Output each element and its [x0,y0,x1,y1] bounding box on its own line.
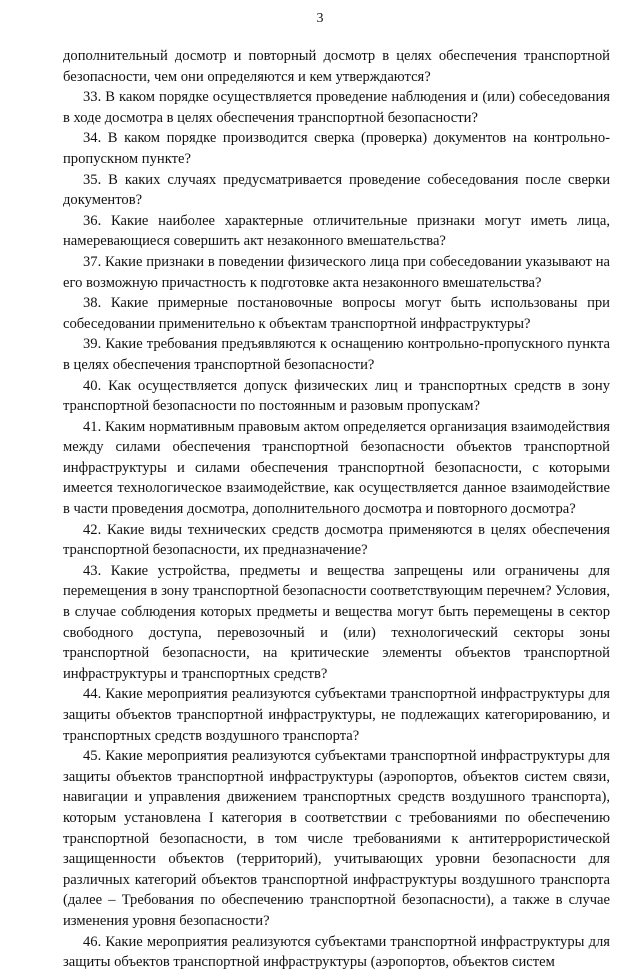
question-paragraph: 43. Какие устройства, предметы и вещества запрещены или ограничены для перемещения в зону транспортной безопасности соответствующим перечнем? Условия, в случае соблюдения которых предметы и вещества могут быть перемещены в сектор свободного доступа, перевозочный и (или) технологический секторы зоны транспортной безопасности, на критические элементы объектов транспортной инфраструктуры и транспортных средств? [63,562,610,682]
question-paragraph: 44. Какие мероприятия реализуются субъектами транспортной инфраструктуры для защиты объектов транспортной инфраструктуры, не подлежащих категорированию, и транспортных средств воздушного транспорта? [63,686,610,744]
page-number: 3 [316,11,324,26]
question-paragraph: 42. Какие виды технических средств досмотра применяются в целях обеспечения транспортной безопасности, их предназначение? [63,521,610,559]
question-paragraph: 36. Какие наиболее характерные отличительные признаки могут иметь лица, намеревающиеся совершить акт незаконного вмешательства? [63,212,610,250]
continuation-paragraph: дополнительный досмотр и повторный досмотр в целях обеспечения транспортной безопасности, чем они определяются и кем утверждаются? [63,48,610,85]
question-paragraph: 45. Какие мероприятия реализуются субъектами транспортной инфраструктуры для защиты объектов транспортной инфраструктуры (аэропортов, объектов систем связи, навигации и управления движением транспортных средств воздушного транспорта), которым установлена I категория в соответствии с требованиями по обеспечению транспортной безопасности, в том числе требованиями к антитеррористической защищенности объектов (территорий), учитывающих уровни безопасности для различных категорий объектов транспортной инфраструктуры воздушного транспорта (далее – Требования по обеспечению транспортной безопасности), а также в случае изменения уровня безопасности? [63,748,610,929]
question-paragraph: 35. В каких случаях предусматривается проведение собеседования после сверки документов? [63,171,610,209]
question-paragraph: 41. Каким нормативным правовым актом определяется организация взаимодействия между силами обеспечения транспортной безопасности объектов транспортной инфраструктуры и силами обеспечения транспортной безопасности, с которыми имеется технологическое взаимодействие, как осуществляется данное взаимодействие в части проведения досмотра, дополнительного досмотра и повторного досмотра? [63,418,610,518]
document-body [63,46,610,973]
question-paragraph: 34. В каком порядке производится сверка (проверка) документов на контрольно-пропускном пункте? [63,130,610,167]
question-paragraph: 39. Какие требования предъявляются к оснащению контрольно-пропускного пункта в целях обеспечения транспортной безопасности? [63,336,610,373]
question-paragraph: 46. Какие мероприятия реализуются субъектами транспортной инфраструктуры для защиты объектов транспортной инфраструктуры (аэропортов, объектов систем [63,933,610,971]
question-paragraph: 33. В каком порядке осуществляется проведение наблюдения и (или) собеседования в ходе досмотра в целях обеспечения транспортной безопасности? [63,89,610,126]
question-paragraph: 40. Как осуществляется допуск физических лиц и транспортных средств в зону транспортной безопасности по постоянным и разовым пропускам? [63,377,610,415]
question-paragraph: 38. Какие примерные постановочные вопросы могут быть использованы при собеседовании применительно к объектам транспортной инфраструктуры? [63,295,610,332]
question-paragraph: 37. Какие признаки в поведении физического лица при собеседовании указывают на его возможную причастность к подготовке акта незаконного вмешательства? [63,253,610,291]
